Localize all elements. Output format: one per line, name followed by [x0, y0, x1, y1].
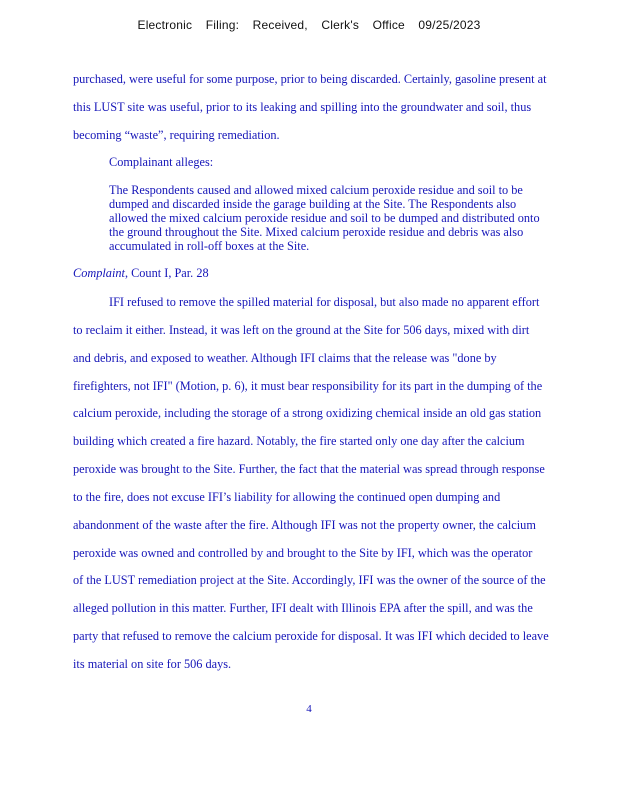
- quote-line: allowed the mixed calcium peroxide residue and soil to be dumped and distributed onto: [109, 211, 540, 225]
- text-line: to the fire, does not excuse IFI’s liability for allowing the continued open dumping and: [73, 490, 501, 504]
- quote-line: the ground throughout the Site. Mixed calcium peroxide residue and debris was also: [109, 225, 524, 239]
- quote-line: The Respondents caused and allowed mixed calcium peroxide residue and soil to be: [109, 183, 523, 197]
- text-line: becoming “waste”, requiring remediation.: [73, 128, 280, 142]
- text-line: this LUST site was useful, prior to its leaking and spilling into the groundwater and soil, thus: [73, 100, 532, 114]
- text-line: firefighters, not IFI" (Motion, p. 6), it must bear responsibility for its part in the dumping of the: [73, 379, 543, 393]
- citation-reference: , Count I, Par. 28: [124, 266, 209, 280]
- text-line: peroxide was brought to the Site. Further, the fact that the material was spread through response: [73, 462, 545, 476]
- text-line: calcium peroxide, including the storage of a strong oxidizing chemical inside an old gas station: [73, 406, 542, 420]
- citation: [73, 266, 209, 281]
- text-line: party that refused to remove the calcium peroxide for disposal. It was IFI which decided to leave: [73, 629, 549, 643]
- text-line: and debris, and exposed to weather. Although IFI claims that the release was "done by: [73, 351, 497, 365]
- quote-line: dumped and discarded inside the garage building at the Site. The Respondents also: [109, 197, 517, 211]
- text-line: abandonment of the waste after the fire. Although IFI was not the property owner, the calcium: [73, 518, 536, 532]
- text-line: to reclaim it either. Instead, it was left on the ground at the Site for 506 days, mixed with dirt: [73, 323, 530, 337]
- citation-title: Complaint: [73, 266, 125, 280]
- page-number: 4: [306, 703, 312, 715]
- text-line: of the LUST remediation project at the Site. Accordingly, IFI was the owner of the source of the: [73, 573, 546, 587]
- text-line: purchased, were useful for some purpose, prior to being discarded. Certainly, gasoline present at: [73, 72, 547, 86]
- allegation-intro: Complainant alleges:: [109, 155, 214, 169]
- electronic-filing-stamp: Electronic Filing: Received, Clerk's Office 09/25/2023: [137, 18, 481, 32]
- text-line: its material on site for 506 days.: [73, 657, 232, 671]
- text-line: building which created a fire hazard. Notably, the fire started only one day after the calcium: [73, 434, 525, 448]
- text-line: peroxide was owned and controlled by and brought to the Site by IFI, which was the operator: [73, 546, 533, 560]
- text-line: IFI refused to remove the spilled material for disposal, but also made no apparent effort: [109, 295, 540, 309]
- text-line: alleged pollution in this matter. Further, IFI dealt with Illinois EPA after the spill, and was the: [73, 601, 533, 615]
- quote-line: accumulated in roll-off boxes at the Site.: [109, 239, 310, 253]
